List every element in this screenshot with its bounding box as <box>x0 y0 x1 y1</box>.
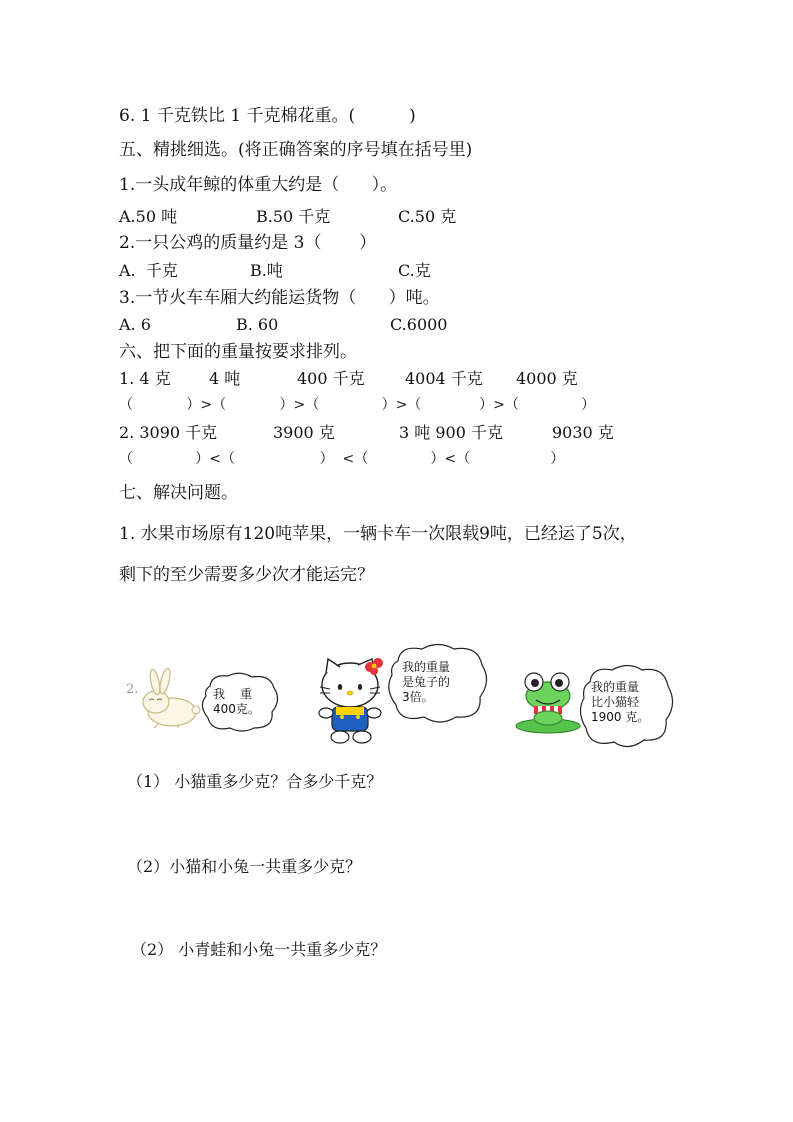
q3-option-c: C.6000 <box>390 315 448 334</box>
sub-question-2: （2）小猫和小兔一共重多少克？ <box>127 857 362 876</box>
q2-option-a: A. 千克 <box>119 261 178 280</box>
section-7-title: 七、解决问题。 <box>119 483 238 503</box>
section-5-title: 五、精挑细选。(将正确答案的序号填在括号里) <box>119 140 473 160</box>
kitty-illustration <box>318 657 390 745</box>
q1-option-b: B.50 千克 <box>256 207 331 226</box>
order1-item-4: 4004 千克 <box>405 369 483 388</box>
rabbit-illustration <box>138 668 204 730</box>
judge-item-6: 6. 1 千克铁比 1 千克棉花重。( ) <box>119 106 416 126</box>
order1-item-5: 4000 克 <box>516 369 578 388</box>
order1-item-1: 1. 4 克 <box>119 369 171 388</box>
q3-option-a: A. 6 <box>119 315 151 334</box>
question-1: 1.一头成年鲸的体重大约是（ ）。 <box>119 175 398 195</box>
order1-item-3: 400 千克 <box>297 369 365 388</box>
q1-option-a: A.50 吨 <box>119 207 178 226</box>
question-3: 3.一节火车车厢大约能运货物（ ）吨。 <box>119 288 440 308</box>
question-2: 2.一只公鸡的质量约是 3（ ） <box>119 233 377 253</box>
order1-blanks: （ ）>（ ）>（ ）>（ ）>（ ） <box>119 397 596 413</box>
q1-option-c: C.50 克 <box>398 207 457 226</box>
section-6-title: 六、把下面的重量按要求排列。 <box>119 342 357 362</box>
order2-item-1: 2. 3090 千克 <box>119 423 218 442</box>
order2-item-2: 3900 克 <box>273 423 335 442</box>
order2-item-3: 3 吨 900 千克 <box>399 423 503 442</box>
problem-2-number: 2. <box>126 682 139 697</box>
problem-1-line-2: 剩下的至少需要多少次才能运完？ <box>119 565 374 585</box>
q2-option-c: C.克 <box>398 261 431 280</box>
rabbit-speech-text: 我 重 400克。 <box>213 687 260 716</box>
order2-blanks: （ ）<（ ） <（ ）<（ ） <box>119 451 565 467</box>
sub-question-1: （1） 小猫重多少克？合多少千克？ <box>127 772 383 791</box>
order2-item-4: 9030 克 <box>552 423 614 442</box>
q3-option-b: B. 60 <box>236 315 279 334</box>
q2-option-b: B.吨 <box>250 261 283 280</box>
frog-illustration <box>514 668 582 734</box>
frog-speech-text: 我的重量 比小猫轻 1900 克。 <box>591 680 650 724</box>
order1-item-2: 4 吨 <box>209 369 241 388</box>
problem-1-line-1: 1. 水果市场原有120吨苹果，一辆卡车一次限载9吨，已经运了5次， <box>119 524 637 544</box>
cat-speech-text: 我的重量 是兔子的 3倍。 <box>402 660 451 704</box>
sub-question-3: （2） 小青蛙和小兔一共重多少克？ <box>131 940 387 959</box>
